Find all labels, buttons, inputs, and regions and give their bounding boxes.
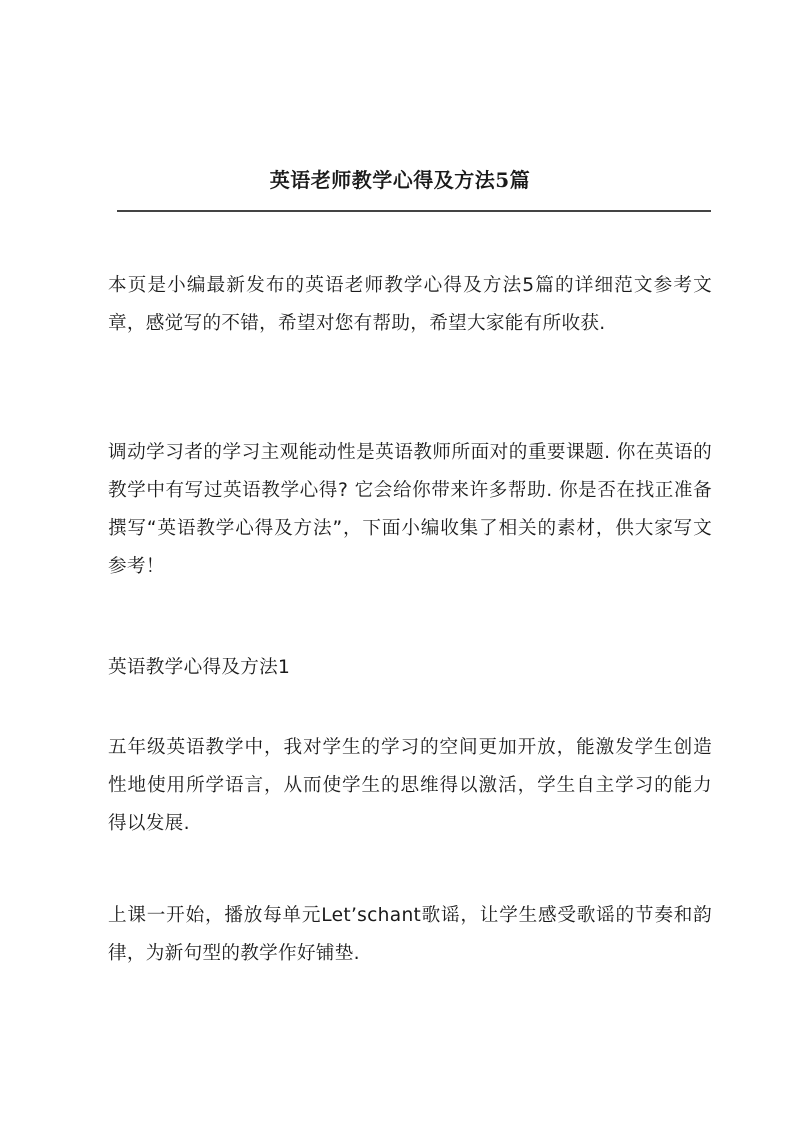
section-heading: 英语教学心得及方法1 (108, 657, 291, 678)
body-paragraph: 五年级英语教学中，我对学生的学习的空间更加开放，能激发学生创造性地使用所学语言，从而使学生的思维得以激活，学生自主学习的能力得以发展. (108, 737, 712, 834)
body-paragraph: 上课一开始，播放每单元Let’schant歌谣，让学生感受歌谣的节奏和韵律，为新句型的教学作好铺垫. (108, 905, 712, 964)
intro-paragraph: 本页是小编最新发布的英语老师教学心得及方法5篇的详细范文参考文章，感觉写的不错，希望对您有帮助，希望大家能有所收获. (108, 275, 712, 334)
context-paragraph: 调动学习者的学习主观能动性是英语教师所面对的重要课题. 你在英语的教学中有写过英语教学心得? 它会给你带来许多帮助. 你是否在找正准备撰写“英语教学心得及方法”，下面小编收集了相关的素材，供大家写文参考！ (108, 442, 712, 577)
title-divider (117, 210, 711, 212)
document-title: 英语老师教学心得及方法5篇 (269, 168, 531, 192)
